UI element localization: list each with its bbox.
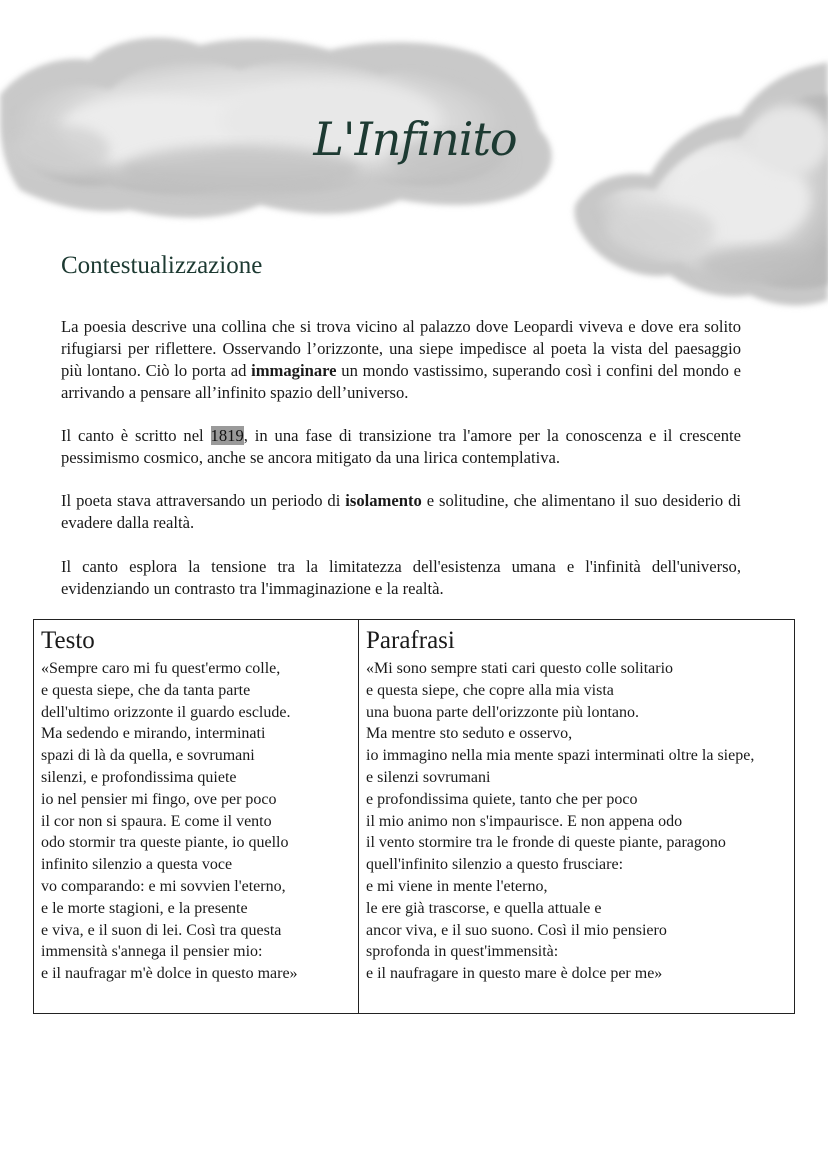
paraphrase-line: e il naufragare in questo mare è dolce per me» [366, 965, 663, 983]
poem-line: dell'ultimo orizzonte il guardo esclude. [41, 703, 291, 721]
text-column-title: Testo [41, 627, 95, 654]
paraphrase-line: le ere già trascorse, e quella attuale e [366, 899, 602, 917]
poem-line: io nel pensier mi fingo, ove per poco [41, 790, 277, 808]
paraphrase-line: e questa siepe, che copre alla mia vista [366, 681, 614, 699]
poem-line: e le morte stagioni, e la presente [41, 899, 248, 917]
paraphrase-line: «Mi sono sempre stati cari questo colle solitario [366, 660, 674, 677]
poem-line: spazi di là da quella, e sovrumani [41, 747, 255, 765]
poem-line: immensità s'annega il pensier mio: [41, 943, 263, 961]
paraphrase-lines [366, 658, 787, 985]
paragraph-date: Il canto è scritto nel 1819, in una fase di transizione tra l'amore per la conoscenza e il crescente pessimismo cosmico, anche se ancora mitigato da una lirica contemplativa. [61, 426, 741, 467]
paragraph-isolation: Il poeta stava attraversando un periodo di isolamento e solitudine, che alimentano il suo desiderio di evadere dalla realtà. [61, 491, 741, 532]
cloud-right [574, 62, 828, 305]
poem-line: e questa siepe, che da tanta parte [41, 681, 251, 699]
paraphrase-line: ancor viva, e il suo suono. Così il mio pensiero [366, 921, 667, 939]
poem-line: infinito silenzio a questa voce [41, 856, 233, 874]
poem-line: «Sempre caro mi fu quest'ermo colle, [41, 660, 281, 677]
poem-line: silenzi, e profondissima quiete [41, 768, 237, 786]
paraphrase-line: una buona parte dell'orizzonte più lontano. [366, 703, 640, 721]
text-column [34, 620, 359, 1013]
paragraph-context: La poesia descrive una collina che si trova vicino al palazzo dove Leopardi viveva e dove era solito rifugiarsi per riflettere. Osservando l’orizzonte, una siepe impedisce al poeta la vista del paesaggio più lontano. Ciò lo porta ad immaginare un mondo vastissimo, superando così i confini del mondo e arrivando a pensare all’infinito spazio dell’universo. [61, 317, 741, 402]
paraphrase-line: e silenzi sovrumani [366, 768, 491, 786]
paraphrase-line: il vento stormire tra le fronde di queste piante, paragono [366, 834, 726, 852]
poem-table [33, 619, 795, 1014]
paraphrase-line: sprofonda in quest'immensità: [366, 943, 559, 961]
poem-lines [41, 658, 351, 985]
paraphrase-column [359, 620, 794, 1013]
paragraph-theme: Il canto esplora la tensione tra la limitatezza dell'esistenza umana e l'infinità dell'universo, evidenziando un contrasto tra l'immaginazione e la realtà. [61, 557, 741, 598]
paraphrase-line: e profondissima quiete, tanto che per poco [366, 790, 638, 808]
poem-line: odo stormir tra queste piante, io quello [41, 834, 289, 852]
page-title: L'Infinito [313, 112, 517, 166]
paraphrase-line: Ma mentre sto seduto e osservo, [366, 725, 573, 743]
paraphrase-line: e mi viene in mente l'eterno, [366, 877, 548, 895]
paraphrase-line: il mio animo non s'impaurisce. E non appena odo [366, 812, 683, 830]
keyword-immaginare: immaginare [251, 361, 337, 380]
paraphrase-column-title: Parafrasi [366, 627, 455, 654]
paraphrase-line: quell'infinito silenzio a questo frusciare: [366, 856, 624, 874]
highlighted-year: 1819 [210, 426, 244, 445]
poem-line: il cor non si spaura. E come il vento [41, 812, 272, 830]
section-heading: Contestualizzazione [61, 252, 263, 279]
paraphrase-line: io immagino nella mia mente spazi interminati oltre la siepe, [366, 747, 755, 765]
poem-line: Ma sedendo e mirando, interminati [41, 725, 266, 743]
poem-line: vo comparando: e mi sovvien l'eterno, [41, 877, 286, 895]
poem-line: e il naufragar m'è dolce in questo mare» [41, 965, 298, 983]
keyword-isolamento: isolamento [345, 491, 422, 510]
poem-line: e viva, e il suon di lei. Così tra questa [41, 921, 282, 939]
